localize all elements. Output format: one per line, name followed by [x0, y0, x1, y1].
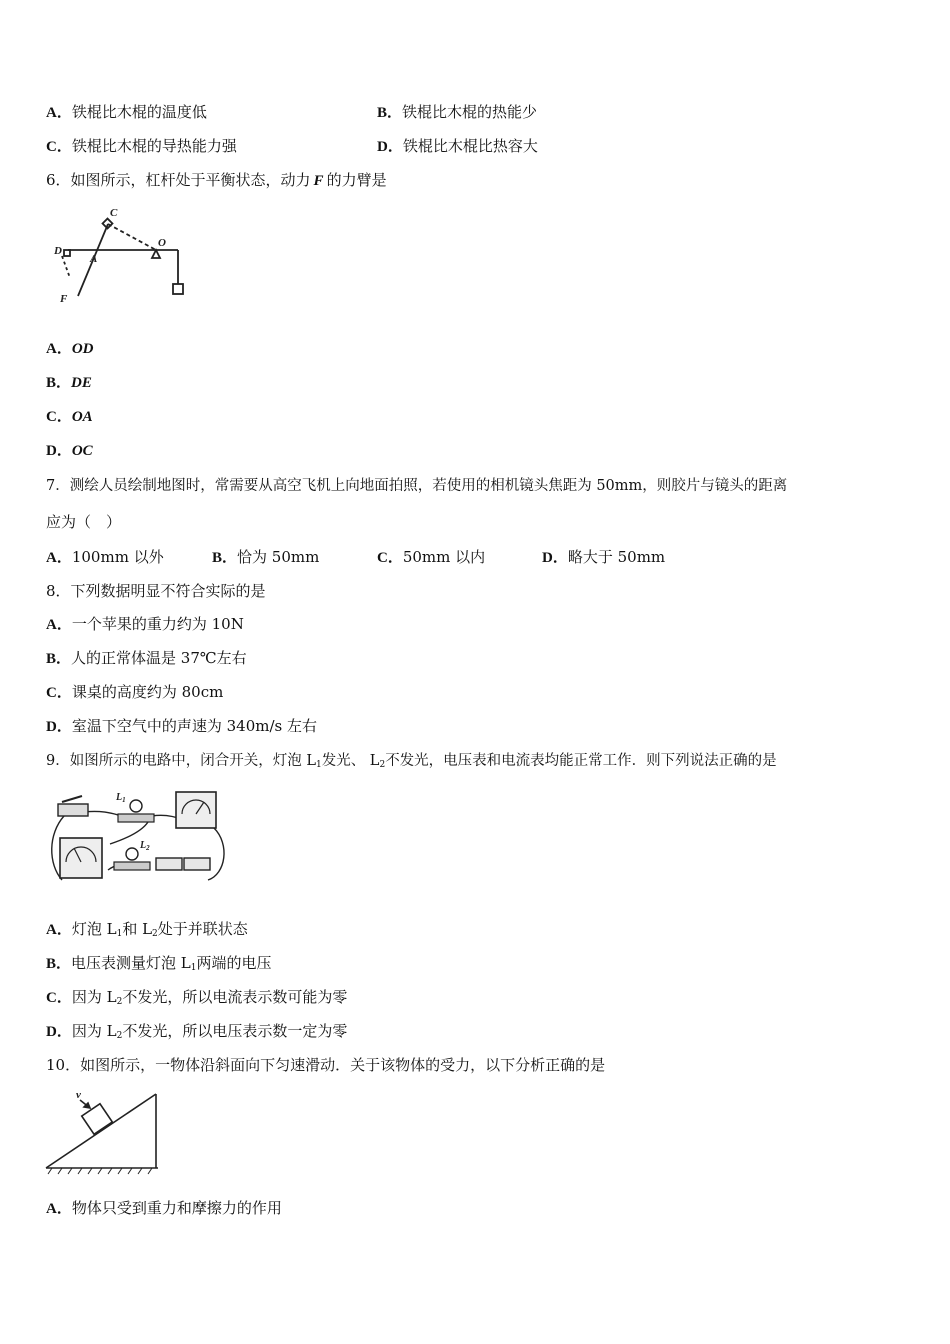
- q9-stem-sub2: 2: [379, 760, 386, 770]
- label-c: C: [110, 207, 118, 219]
- option-text: 因为 L: [71, 1022, 117, 1040]
- option-text: 和 L: [122, 920, 153, 938]
- option-text: 不发光，所以电压表示数一定为零: [122, 1022, 348, 1040]
- switch: [58, 796, 88, 816]
- voltmeter: [60, 838, 102, 878]
- q6-option-b: [46, 372, 92, 393]
- q6-stem-post: 的力臂是: [326, 171, 387, 189]
- subscript: 2: [152, 929, 158, 939]
- fulcrum: [152, 250, 160, 258]
- option-label: D．: [46, 443, 72, 459]
- option-text: 室温下空气中的声速为 340m/s 左右: [71, 717, 317, 735]
- q9-option-d: [46, 1021, 347, 1046]
- arm-od: [62, 256, 70, 278]
- option-label: D．: [46, 719, 72, 735]
- option-label: B．: [46, 651, 72, 667]
- q9-stem-sub1: 1: [315, 760, 322, 770]
- option-text: 铁棍比木棍比热容大: [402, 137, 538, 155]
- arm-oc: [108, 224, 156, 250]
- option-text: 两端的电压: [196, 954, 272, 972]
- q10-option-a: [46, 1198, 282, 1219]
- option-label: C．: [46, 139, 72, 155]
- option-text: 灯泡 L: [71, 920, 117, 938]
- incline-figure: [44, 1086, 162, 1176]
- q5-option-d: [377, 136, 538, 157]
- hanging-weight: [173, 284, 183, 294]
- option-label: B．: [377, 105, 403, 121]
- option-text: 课桌的高度约为 80cm: [71, 683, 224, 701]
- wire-top-1: [84, 811, 122, 816]
- option-text: 铁棍比木棍的热能少: [402, 103, 538, 121]
- q10-stem: 10．如图所示，一物体沿斜面向下匀速滑动．关于该物体的受力，以下分析正确的是: [46, 1056, 606, 1074]
- q8-option-b: [46, 648, 247, 669]
- subscript: 2: [116, 997, 123, 1007]
- option-label: D．: [46, 1024, 72, 1040]
- q8-stem: 8．下列数据明显不符合实际的是: [46, 582, 266, 600]
- sliding-block: [82, 1104, 113, 1135]
- option-text: 恰为 50mm: [237, 548, 320, 566]
- option-text: 一个苹果的重力约为 10N: [71, 615, 244, 633]
- q7-option-c: [377, 547, 485, 568]
- label-v: v: [76, 1089, 81, 1101]
- q9-stem-b: 发光、 L: [321, 753, 380, 769]
- option-label: C．: [46, 990, 72, 1006]
- q6-option-d: [46, 440, 93, 461]
- option-label: C．: [377, 550, 403, 566]
- option-text: OA: [71, 409, 93, 425]
- option-label: A．: [46, 341, 72, 357]
- option-text: OC: [71, 443, 93, 459]
- label-d: D: [54, 245, 62, 257]
- q8-option-d: [46, 716, 317, 737]
- q6-stem-pre: 6．如图所示，杠杆处于平衡状态，动力: [46, 171, 311, 189]
- label-l1-sub: 1: [122, 796, 126, 804]
- option-text: 略大于 50mm: [567, 548, 666, 566]
- label-a: A: [90, 253, 98, 265]
- option-label: A．: [46, 617, 72, 633]
- q9-stem: [46, 751, 777, 775]
- q8-option-c: [46, 682, 223, 703]
- option-label: B．: [46, 956, 72, 972]
- circuit-figure: [44, 784, 228, 888]
- option-text: 铁棍比木棍的导热能力强: [71, 137, 237, 155]
- q5-option-a: [46, 102, 207, 123]
- q6-option-a: [46, 338, 94, 359]
- q6-stem-var: F: [313, 173, 324, 189]
- wire-right: [208, 828, 224, 880]
- option-text: 物体只受到重力和摩擦力的作用: [71, 1199, 282, 1217]
- ground-hatching: [48, 1168, 152, 1174]
- option-label: A．: [46, 922, 72, 938]
- q7-option-a: [46, 547, 164, 568]
- q6-option-c: [46, 406, 93, 427]
- option-label: D．: [542, 550, 568, 566]
- option-text: 不发光，所以电流表示数可能为零: [122, 988, 348, 1006]
- option-text: 因为 L: [71, 988, 117, 1006]
- label-f: F: [60, 293, 68, 305]
- option-text: 铁棍比木棍的温度低: [71, 103, 207, 121]
- option-label: B．: [46, 375, 72, 391]
- q9-option-b: [46, 953, 272, 978]
- subscript: 1: [116, 929, 123, 939]
- q7-stem-line2: 应为（ ）: [46, 513, 122, 531]
- q9-stem-c: 不发光，电压表和电流表均能正常工作．则下列说法正确的是: [385, 753, 777, 769]
- option-text: 50mm 以内: [402, 548, 486, 566]
- option-text: 人的正常体温是 37℃左右: [71, 649, 247, 667]
- option-label: A．: [46, 550, 72, 566]
- option-text: OD: [71, 341, 94, 357]
- label-l1: [115, 792, 126, 804]
- option-label: C．: [46, 409, 72, 425]
- q6-stem: [46, 170, 387, 191]
- subscript: 2: [116, 1031, 123, 1041]
- option-label: C．: [46, 685, 72, 701]
- label-l2-letter: L: [140, 840, 147, 851]
- q9-option-c: [46, 987, 347, 1012]
- q9-stem-a: 9．如图所示的电路中，闭合开关，灯泡 L: [46, 753, 316, 769]
- subscript: 1: [190, 963, 197, 973]
- q5-option-c: [46, 136, 237, 157]
- label-l2: [139, 840, 150, 852]
- option-text: DE: [71, 375, 92, 391]
- bulb-l2: [114, 848, 150, 870]
- option-text: 100mm 以外: [71, 548, 164, 566]
- q7-stem-line1: 7．测绘人员绘制地图时，常需要从高空飞机上向地面拍照，若使用的相机镜头焦距为 50mm，则胶片与镜头的距离: [46, 478, 788, 494]
- right-angle-mark-d: [64, 250, 70, 256]
- label-l1-letter: L: [116, 792, 123, 803]
- lever-figure: [48, 204, 198, 306]
- option-text: 电压表测量灯泡 L: [71, 954, 191, 972]
- option-label: A．: [46, 1201, 72, 1217]
- option-text: 处于并联状态: [157, 920, 248, 938]
- q9-option-a: [46, 919, 248, 944]
- q7-option-d: [542, 547, 665, 568]
- option-label: A．: [46, 105, 72, 121]
- ammeter: [176, 792, 216, 828]
- q7-option-b: [212, 547, 319, 568]
- label-o: O: [158, 237, 166, 249]
- option-label: D．: [377, 139, 403, 155]
- battery-pack: [156, 858, 210, 870]
- option-label: B．: [212, 550, 238, 566]
- q5-option-b: [377, 102, 537, 123]
- q8-option-a: [46, 614, 244, 635]
- label-l2-sub: 2: [146, 844, 150, 852]
